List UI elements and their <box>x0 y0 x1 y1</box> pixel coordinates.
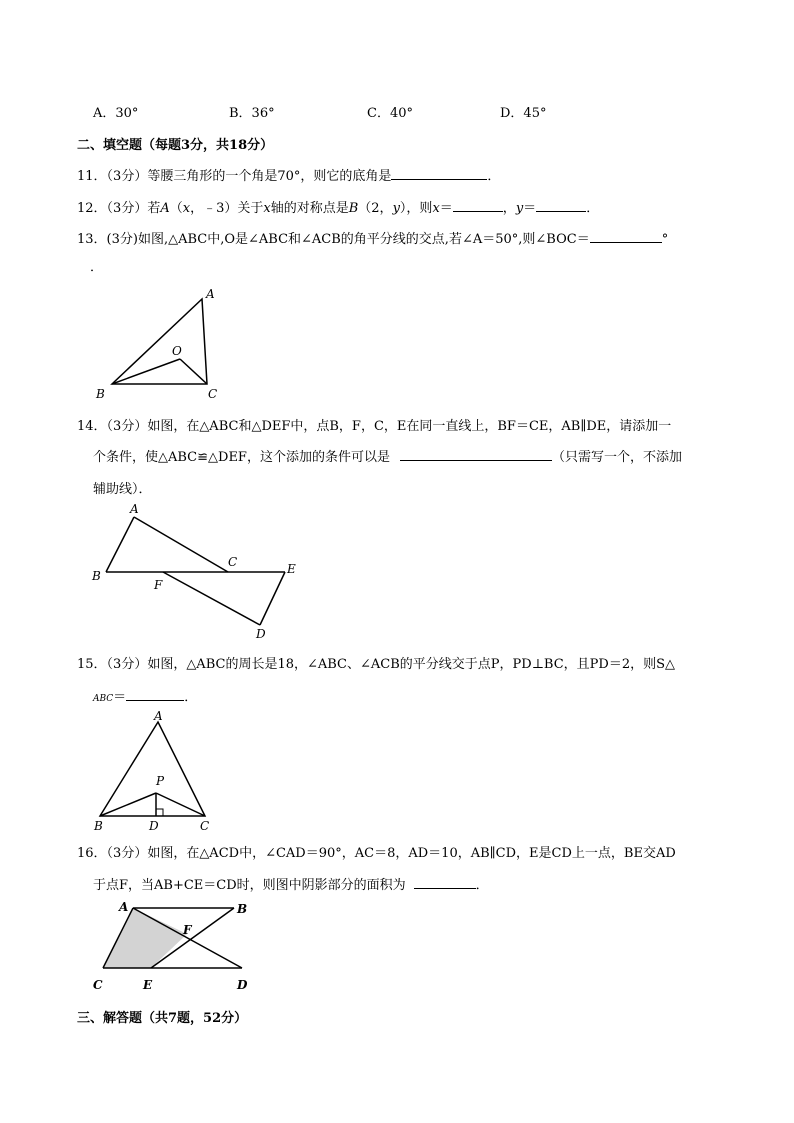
q12-text: （2， <box>358 201 393 216</box>
question-12 <box>77 197 599 216</box>
q12-text: （ <box>169 201 183 216</box>
answer-blank <box>400 448 552 461</box>
label-b: B <box>96 387 105 401</box>
shaded-region <box>103 908 187 968</box>
question-11 <box>77 165 500 184</box>
label-c: C <box>228 555 238 569</box>
label-e: E <box>287 562 296 576</box>
question-13 <box>77 228 668 247</box>
label-b: B <box>92 569 101 583</box>
figure-14 <box>88 500 303 642</box>
answer-blank <box>126 688 184 701</box>
q12-text: ， <box>502 201 516 216</box>
label-o: O <box>172 344 182 358</box>
q16-text: 于点F，当AB+CE＝CD时，则图中阴影部分的面积为 <box>93 878 406 893</box>
question-14-line2 <box>93 446 682 465</box>
q16-text: ． <box>475 878 489 893</box>
label-c: C <box>200 819 210 833</box>
q12-var: y <box>515 201 524 216</box>
label-a: A <box>130 502 139 516</box>
option-d: D．45° <box>500 106 547 121</box>
question-16-line2 <box>93 874 489 893</box>
label-b: B <box>94 819 103 833</box>
option-b: B．36° <box>229 106 275 121</box>
q12-var: x <box>432 201 440 216</box>
q12-var: B <box>348 201 359 216</box>
q12-text: ），则 <box>399 201 433 216</box>
question-13-text: 13．(3分)如图,△ABC中,O是∠ABC和∠ACB的角平分线的交点,若∠A＝50°,则∠BOC＝ <box>77 232 590 247</box>
q12-text: ＝ <box>439 201 453 216</box>
label-f: F <box>154 578 163 592</box>
question-11-end: ． <box>487 169 501 184</box>
question-13-line2: ． <box>90 260 104 275</box>
label-b: B <box>237 902 248 916</box>
label-p: P <box>156 774 165 788</box>
q15-text: ． <box>184 690 198 705</box>
section-title-fill-blank: 二、填空题（每题3分，共18分） <box>77 138 274 153</box>
answer-blank <box>590 230 662 243</box>
label-d: D <box>149 819 159 833</box>
q12-var: x <box>182 201 191 216</box>
q12-text: ＝ <box>523 201 537 216</box>
q14-text: 个条件，使△ABC≌△DEF，这个添加的条件可以是 <box>93 450 390 465</box>
answer-blank <box>453 199 503 212</box>
answer-blank <box>391 167 487 180</box>
figure-16 <box>88 896 258 996</box>
q12-text: 12．（3分）若 <box>77 201 161 216</box>
option-a: A．30° <box>93 106 139 121</box>
question-14-line1: 14．（3分）如图，在△ABC和△DEF中，点B，F，C，E在同一直线上，BF＝CE，AB∥DE，请添加一 <box>77 419 672 434</box>
label-a: A <box>154 709 163 723</box>
question-15-line1: 15．（3分）如图，△ABC的周长是18，∠ABC、∠ACB的平分线交于点P，PD⊥BC，且PD＝2，则S△ <box>77 657 676 672</box>
option-c: C．40° <box>367 106 413 121</box>
q12-var: A <box>160 201 170 216</box>
q12-var: y <box>392 201 400 216</box>
question-14-line3: 辅助线）． <box>93 482 152 497</box>
question-16-line1: 16．（3分）如图，在△ACD中，∠CAD＝90°，AC＝8，AD＝10，AB∥CD，E是CD上一点，BE交AD <box>77 846 676 861</box>
label-f: F <box>183 923 192 937</box>
q12-var: x <box>263 201 271 216</box>
label-c: C <box>208 387 218 401</box>
q12-text: 轴的对称点是 <box>270 201 349 216</box>
label-d: D <box>237 978 248 992</box>
answer-blank <box>536 199 586 212</box>
question-11-text: 11．（3分）等腰三角形的一个角是70°，则它的底角是 <box>77 169 392 184</box>
q12-text: ． <box>586 201 600 216</box>
label-a: A <box>119 900 129 914</box>
answer-blank <box>414 876 476 889</box>
figure-15 <box>90 708 220 833</box>
q14-text: （只需写一个，不添加 <box>551 450 682 465</box>
label-c: C <box>93 978 103 992</box>
label-d: D <box>256 627 266 641</box>
degree-unit: ° <box>661 232 669 247</box>
label-a: A <box>206 287 215 301</box>
figure-13 <box>92 284 224 402</box>
label-e: E <box>143 978 153 992</box>
q15-text: ＝ <box>113 690 127 705</box>
subscript-abc: ABC <box>93 694 114 704</box>
question-15-line2 <box>93 686 197 705</box>
q12-text: ，﹣3）关于 <box>190 201 264 216</box>
section-title-solve: 三、解答题（共7题，52分） <box>77 1011 248 1026</box>
